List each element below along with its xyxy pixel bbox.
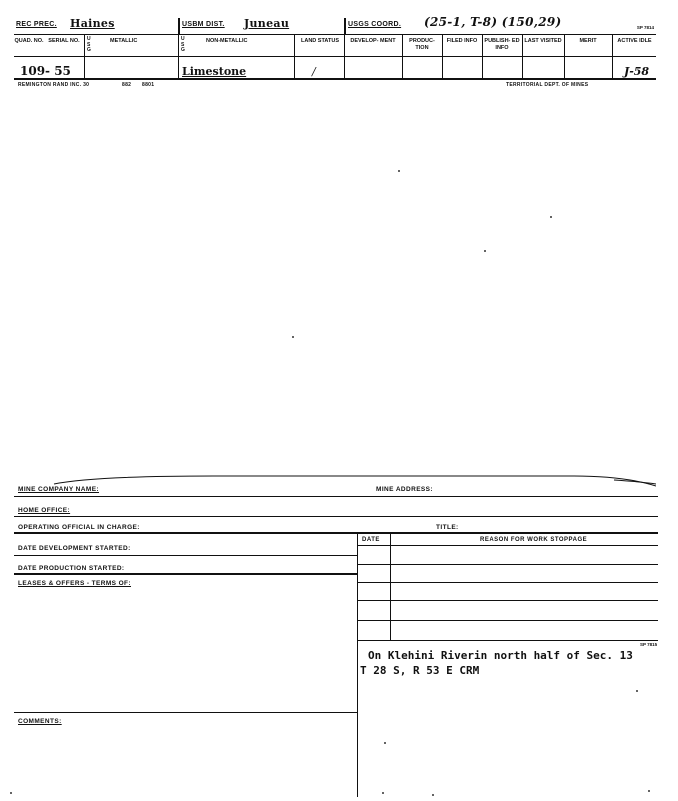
agency-imprint: TERRITORIAL DEPT. OF MINES: [506, 82, 589, 88]
print-code-1: 882: [122, 82, 132, 88]
operating-official-label: OPERATING OFFICIAL IN CHARGE:: [18, 524, 140, 531]
rec-prec-label: REC PREC.: [16, 21, 57, 28]
form-number-2: SP 7815: [640, 642, 658, 647]
usbm-dist-value: Juneau: [244, 17, 290, 30]
card-fold-line: [14, 470, 656, 490]
col-development: DEVELOP- MENT: [350, 38, 396, 44]
col-serial-no: SERIAL NO.: [48, 38, 80, 44]
rec-prec-field: [16, 18, 176, 35]
column-header-row: [14, 35, 656, 57]
usbm-dist-field: [182, 18, 342, 35]
usbm-dist-label: USBM DIST.: [182, 21, 225, 28]
col-last-visited: LAST VISITED: [524, 38, 562, 44]
date-development-started-label: DATE DEVELOPMENT STARTED:: [18, 545, 131, 552]
rec-prec-value: Haines: [70, 17, 115, 30]
title-label: TITLE:: [436, 524, 459, 531]
col-usgs-metallic: U S G: [87, 36, 91, 53]
location-note-line-2: T 28 S, R 53 E CRM: [360, 664, 480, 677]
stoppage-date-header: DATE: [362, 537, 380, 543]
mine-address-label: MINE ADDRESS:: [376, 486, 433, 493]
col-quad-no: QUAD. NO.: [14, 38, 44, 44]
leases-offers-label: LEASES & OFFERS - TERMS OF:: [18, 580, 131, 587]
comments-label: COMMENTS:: [18, 718, 62, 725]
mine-company-name-label: MINE COMPANY NAME:: [18, 486, 99, 493]
col-production: PRODUC- TION: [409, 38, 435, 51]
record-header-strip: [14, 15, 656, 80]
col-merit: MERIT: [579, 38, 597, 44]
land-status-value: /: [312, 65, 316, 78]
col-published-info: PUBLISH- ED INFO: [484, 38, 520, 51]
col-non-metallic: NON-METALLIC: [206, 38, 248, 44]
date-production-started-label: DATE PRODUCTION STARTED:: [18, 565, 125, 572]
usgs-coord-label: USGS COORD.: [348, 21, 402, 28]
col-metallic: METALLIC: [110, 38, 138, 44]
col-usgs-nonmetallic: U S G: [181, 36, 185, 53]
usgs-coord-value: (25-1, T-8) (150,29): [424, 15, 562, 29]
col-active-idle: ACTIVE IDLE: [617, 38, 652, 44]
printer-imprint: REMINGTON RAND INC. 30: [18, 82, 90, 88]
form-number: SP 7814: [636, 25, 654, 30]
stoppage-reason-header: REASON FOR WORK STOPPAGE: [480, 537, 588, 543]
header-row: [14, 15, 656, 35]
print-code-2: 8801: [142, 82, 155, 88]
col-land-status: LAND STATUS: [301, 38, 339, 44]
location-note: [360, 648, 660, 678]
home-office-label: HOME OFFICE:: [18, 507, 71, 514]
record-row: [14, 57, 656, 79]
col-filed-info: FILED INFO: [446, 38, 478, 44]
quad-serial-value: 109- 55: [20, 64, 71, 78]
usgs-coord-field: [348, 15, 648, 35]
non-metallic-value: Limestone: [182, 65, 247, 78]
location-note-line-1: On Klehini Riverin north half of Sec. 13: [368, 649, 633, 662]
active-idle-value: J-58: [624, 65, 650, 78]
